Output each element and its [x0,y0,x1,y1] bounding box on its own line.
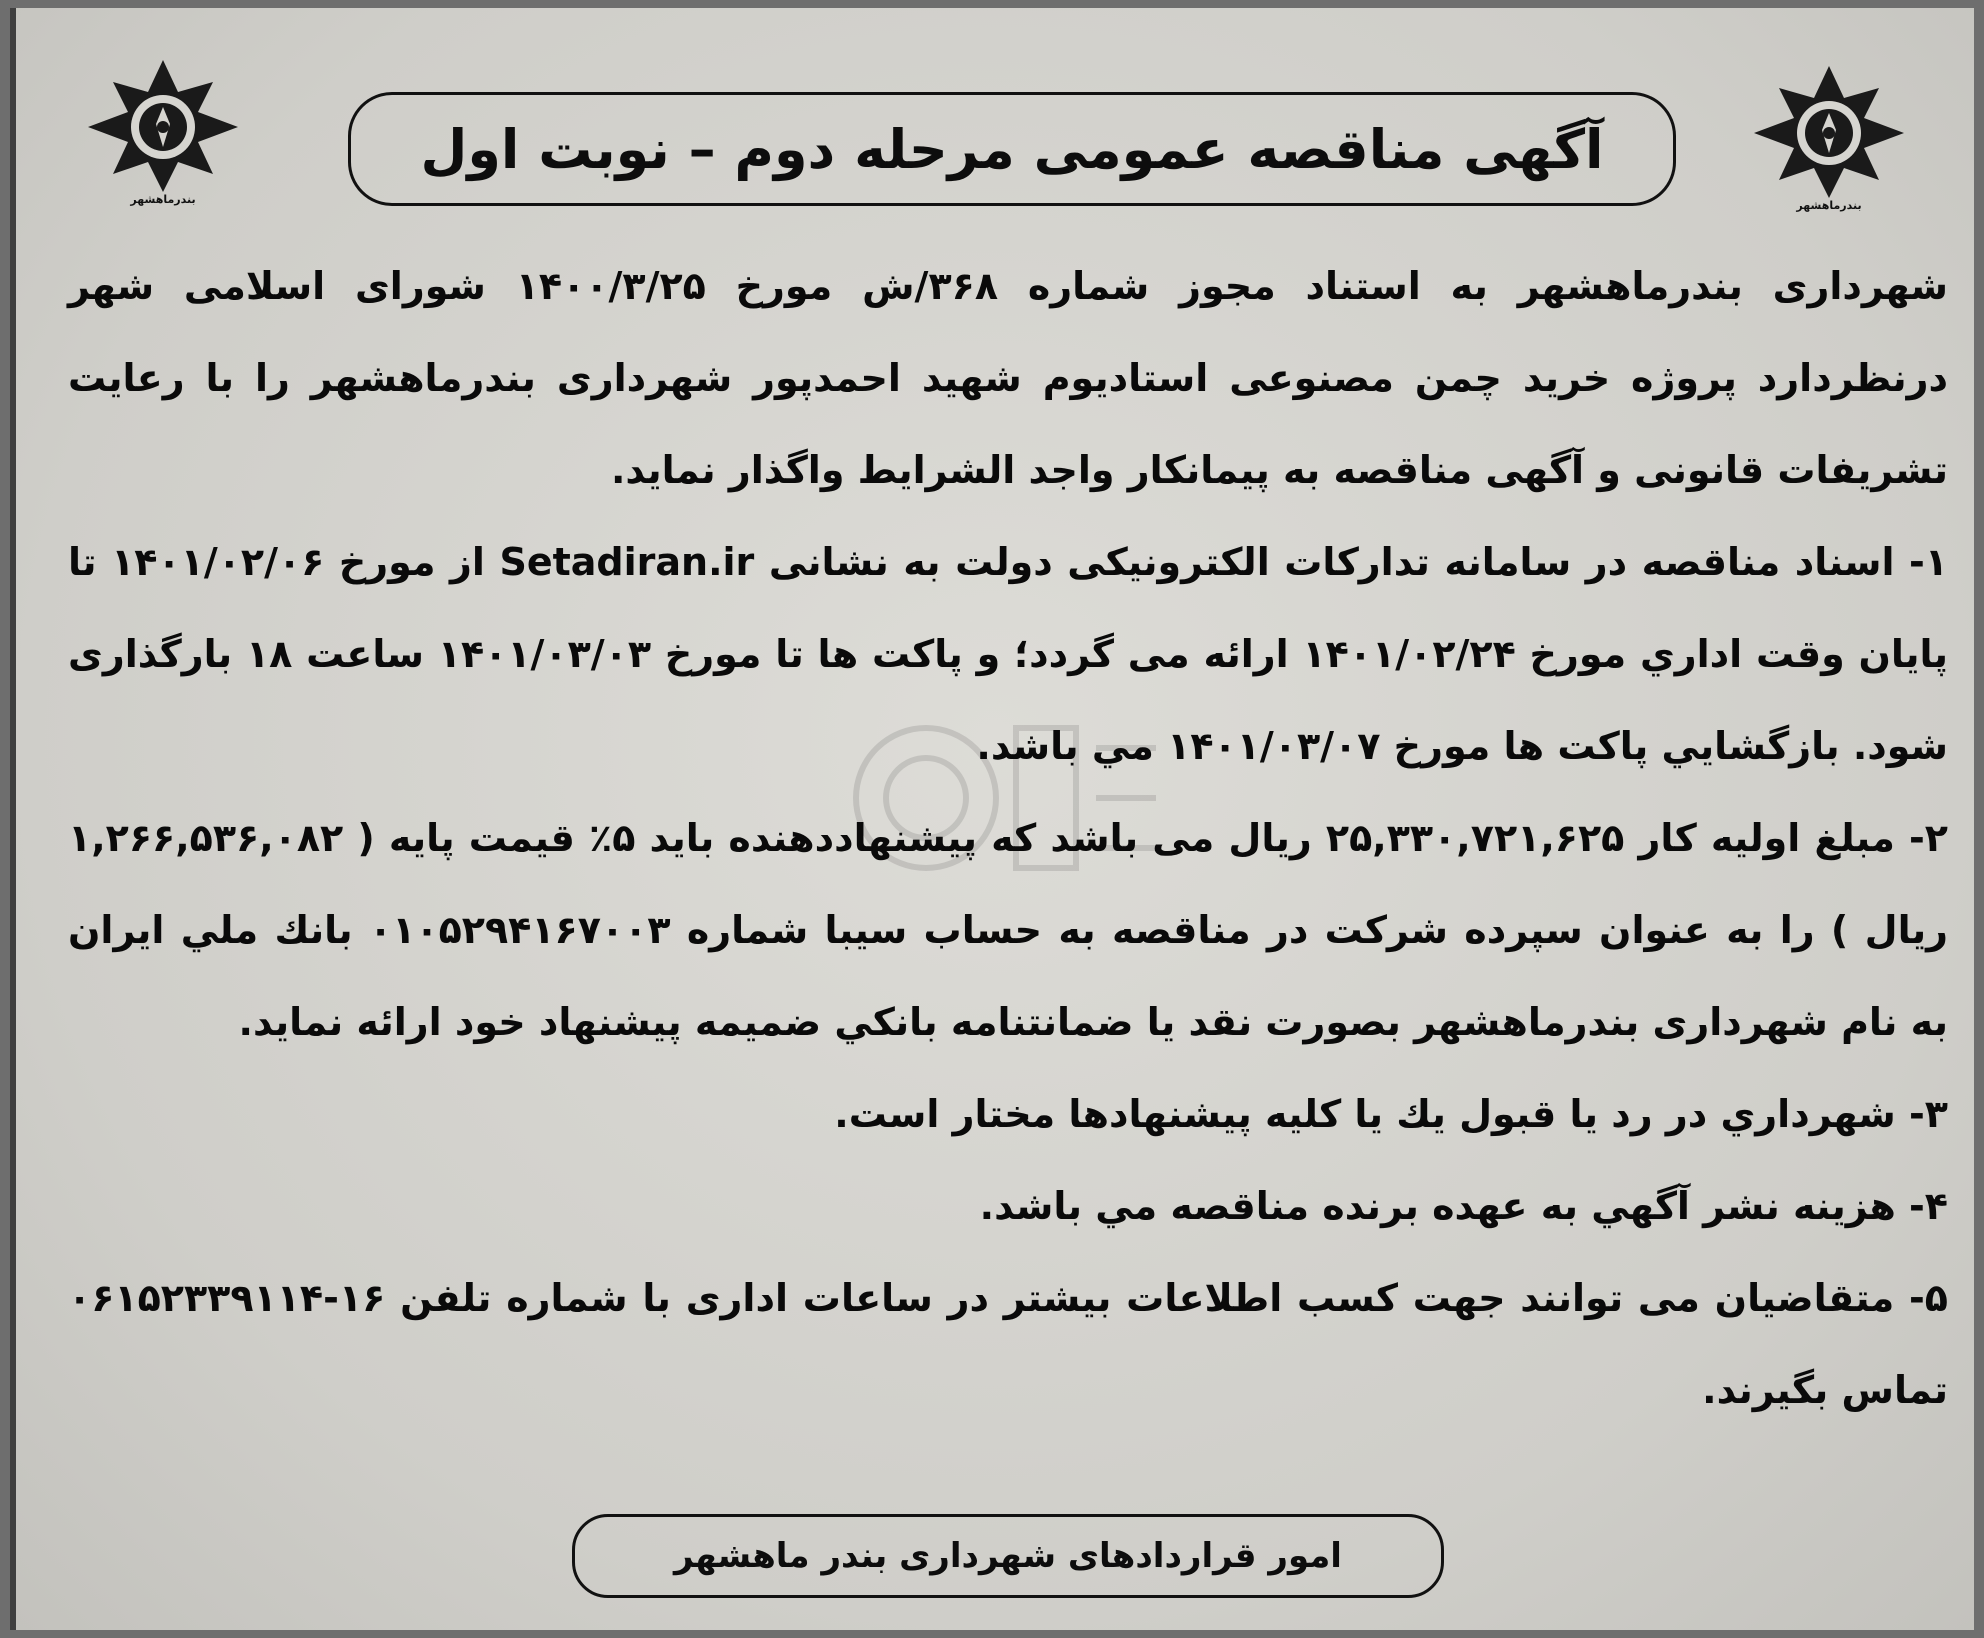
item-1-text-a: ۱- اسناد مناقصه در سامانه تدارکات الکترونیکی دولت به نشانی [768,540,1948,584]
item-1 [68,516,1948,792]
item-5: ۵- متقاضیان می توانند جهت کسب اطلاعات بیشتر در ساعات اداری با شماره تلفن ۱۶-۰۶۱۵۲۳۳۹۱۱۴ تماس بگیرند. [68,1276,1948,1412]
municipality-logo-left [78,52,248,206]
notice-body [68,240,1948,1436]
item-4: ۴- هزینه نشر آگهي به عهده برنده مناقصه مي باشد. [979,1184,1948,1228]
emblem-icon [78,52,248,202]
page-title: آگهی مناقصه عمومی مرحله دوم – نوبت اول [420,117,1604,181]
title-box [348,92,1676,206]
item-1-text-b: از مورخ ۱۴۰۱/۰۲/۰۶ تا پایان وقت اداري مورخ ۱۴۰۱/۰۲/۲۴ ارائه می گردد؛ و پاکت ها تا مورخ ۱۴۰۱/۰۳/۰۳ ساعت ۱۸ بارگذاری شود. بازگشايي پاكت ها مورخ ۱۴۰۱/۰۳/۰۷ مي باشد. [68,540,1948,768]
intro-paragraph: شهرداری بندرماهشهر به استناد مجوز شماره ۳۶۸/ش مورخ ۱۴۰۰/۳/۲۵ شورای اسلامی شهر درنظردارد پروژه خرید چمن مصنوعی استادیوم شهید احمدپور شهرداری بندرماهشهر را با رعایت تشریفات قانونی و آگهی مناقصه به پیمانکار واجد الشرایط واگذار نماید. [68,264,1948,492]
logo-caption: بندرماهشهر [1796,199,1862,212]
item-3: ۳- شهرداري در رد يا قبول يك يا كليه پيشنهادها مختار است. [834,1092,1948,1136]
newspaper-clipping [10,8,1974,1630]
municipality-logo-right [1744,58,1914,212]
emblem-icon [1744,58,1914,208]
tender-website: Setadiran.ir [499,540,755,584]
item-2: ۲- مبلغ اولیه کار ۲۵,۳۳۰,۷۲۱,۶۲۵ ریال می باشد که پیشنهاددهنده باید ۵٪ قیمت پایه ( ۱,۲۶۶,۵۳۶,۰۸۲ ريال ) را به عنوان سپرده شرکت در مناقصه به حساب سیبا شماره ۰۱۰۵۲۹۴۱۶۷۰۰۳ بانك ملي ایران به نام شهرداری بندرماهشهر بصورت نقد يا ضمانتنامه بانكي ضميمه پيشنهاد خود ارائه نماید. [68,816,1948,1044]
signature-text: امور قراردادهای شهرداری بندر ماهشهر [674,1536,1342,1576]
signature-box [572,1514,1444,1598]
logo-caption: بندرماهشهر [130,193,196,206]
